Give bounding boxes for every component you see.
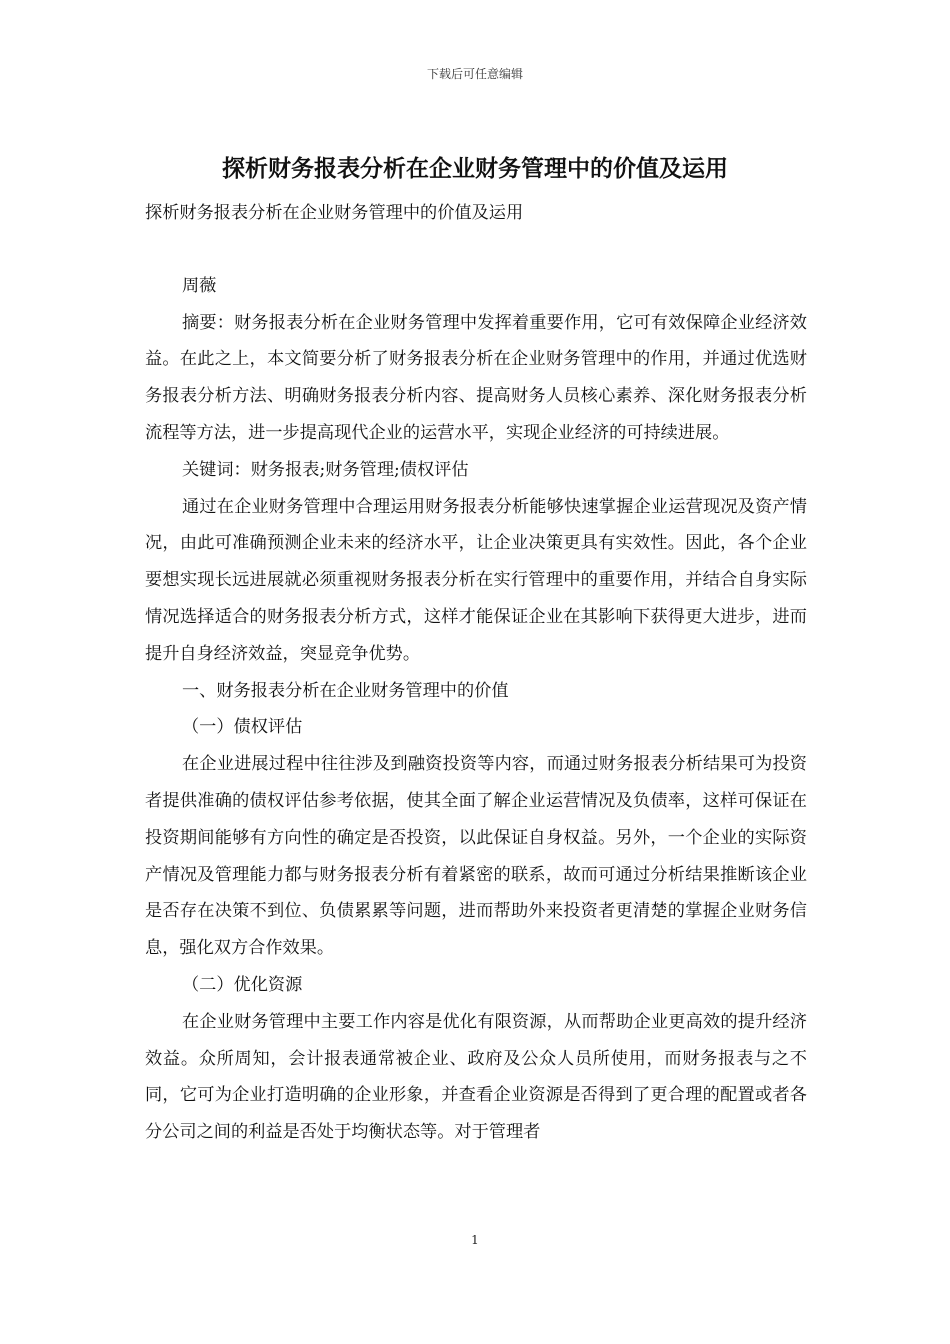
intro-paragraph: 通过在企业财务管理中合理运用财务报表分析能够快速掌握企业运营现况及资产情况，由此可准确预测企业未来的经济水平，让企业决策更具有实效性。因此，各个企业要想实现长远进展就必须重视财务报表分析在实行管理中的重要作用，并结合自身实际情况选择适合的财务报表分析方式，这样才能保证企业在其影响下获得更大进步，进而提升自身经济效益，突显竞争优势。	[145, 496, 807, 664]
document-subtitle: 探析财务报表分析在企业财务管理中的价值及运用	[145, 203, 524, 223]
subsection-heading: （一）债权评估	[181, 717, 303, 738]
page-number: 1	[471, 1233, 479, 1247]
document-title: 探析财务报表分析在企业财务管理中的价值及运用	[222, 155, 728, 182]
abstract-paragraph: 摘要：财务报表分析在企业财务管理中发挥着重要作用，它可有效保障企业经济效益。在此之上，本文简要分析了财务报表分析在企业财务管理中的作用，并通过优选财务报表分析方法、明确财务报表分析内容、提高财务人员核心素养、深化财务报表分析流程等方法，进一步提高现代企业的运营水平，实现企业经济的可持续进展。	[145, 312, 807, 443]
blank-line	[145, 232, 807, 268]
keywords-line: 关键词：财务报表;财务管理;债权评估	[181, 459, 469, 480]
section-heading: 一、财务报表分析在企业财务管理中的价值	[181, 680, 509, 701]
body-paragraph: 在企业财务管理中主要工作内容是优化有限资源，从而帮助企业更高效的提升经济效益。众所周知，会计报表通常被企业、政府及公众人员所使用，而财务报表与之不同，它可为企业打造明确的企业形象，并查看企业资源是否得到了更合理的配置或者各分公司之间的利益是否处于均衡状态等。对于管理者	[145, 1011, 807, 1143]
page-header-note: 下载后可任意编辑	[426, 67, 523, 81]
author-name: 周薇	[181, 275, 217, 296]
body-paragraph: 在企业进展过程中往往涉及到融资投资等内容，而通过财务报表分析结果可为投资者提供准确的债权评估参考依据，使其全面了解企业运营情况及负债率，这样可保证在投资期间能够有方向性的确定是否投资，以此保证自身权益。另外，一个企业的实际资产情况及管理能力都与财务报表分析有着紧密的联系，故而可通过分析结果推断该企业是否存在决策不到位、负债累累等问题，进而帮助外来投资者更清楚的掌握企业财务信息，强化双方合作效果。	[145, 754, 807, 959]
subsection-heading: （二）优化资源	[181, 974, 303, 995]
document-body	[145, 195, 807, 1151]
